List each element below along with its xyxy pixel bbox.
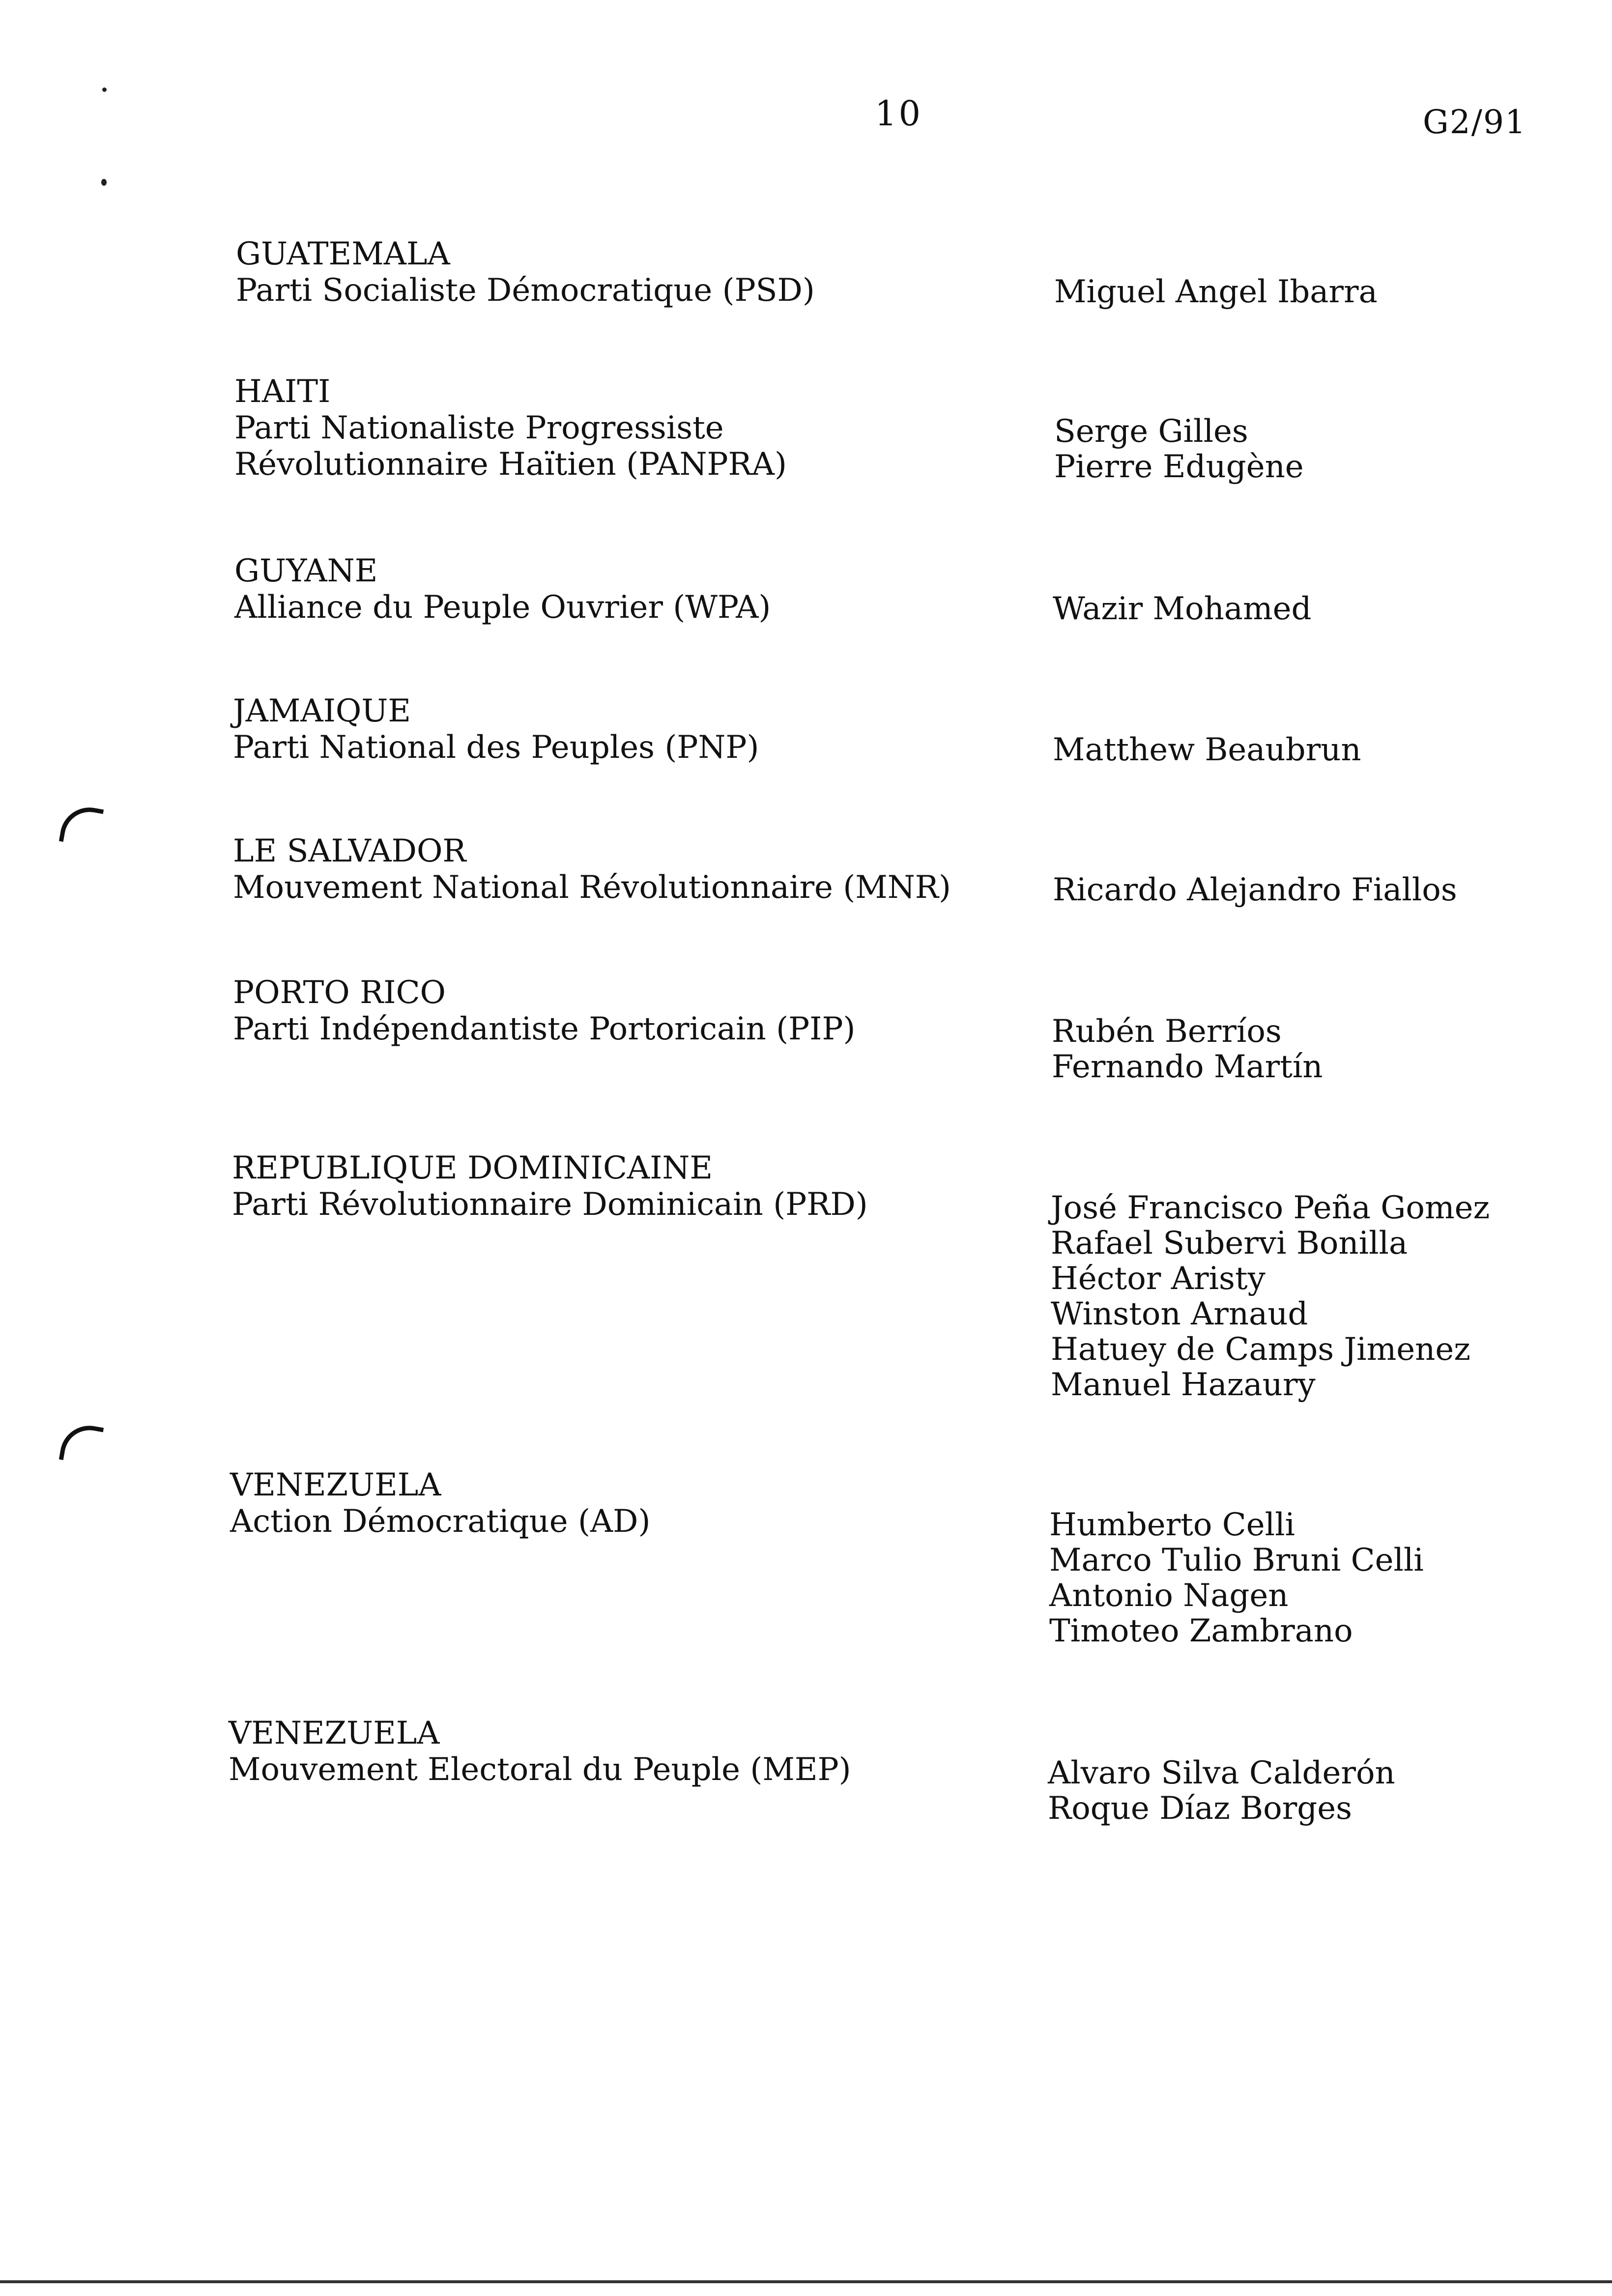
delegate-list bbox=[1053, 872, 1457, 908]
delegate-name: Timoteo Zambrano bbox=[1049, 1613, 1353, 1649]
party-name: Mouvement Electoral du Peuple (MEP) bbox=[229, 1751, 851, 1788]
scan-speck bbox=[101, 179, 107, 186]
country-name: VENEZUELA bbox=[230, 1467, 441, 1503]
delegate-list bbox=[1048, 1755, 1395, 1826]
country-name: PORTO RICO bbox=[233, 975, 446, 1011]
party-name: Alliance du Peuple Ouvrier (WPA) bbox=[234, 589, 771, 626]
country-name: LE SALVADOR bbox=[233, 833, 466, 869]
delegate-name: Rubén Berríos bbox=[1052, 1013, 1282, 1050]
party-name: Mouvement National Révolutionnaire (MNR) bbox=[233, 869, 951, 906]
party-name: Parti Révolutionnaire Dominicain (PRD) bbox=[232, 1186, 868, 1223]
country-name: GUATEMALA bbox=[236, 236, 450, 272]
party-name: Parti National des Peuples (PNP) bbox=[233, 729, 759, 766]
delegate-list bbox=[1054, 414, 1304, 485]
delegate-list bbox=[1051, 1190, 1490, 1403]
country-name: VENEZUELA bbox=[229, 1715, 440, 1751]
party-name-continued: Révolutionnaire Haïtien (PANPRA) bbox=[234, 446, 787, 483]
scan-edge-line bbox=[0, 2280, 1612, 2283]
delegate-name: Rafael Subervi Bonilla bbox=[1051, 1225, 1408, 1262]
delegate-name: Pierre Edugène bbox=[1054, 449, 1304, 485]
delegate-name: Miguel Angel Ibarra bbox=[1054, 274, 1378, 310]
delegate-name: Marco Tulio Bruni Celli bbox=[1049, 1542, 1424, 1578]
delegate-list bbox=[1053, 732, 1361, 768]
country-name: JAMAIQUE bbox=[233, 693, 411, 729]
document-reference: G2/91 bbox=[1423, 103, 1526, 141]
delegate-name: Humberto Celli bbox=[1049, 1507, 1295, 1543]
delegate-name: Antonio Nagen bbox=[1049, 1578, 1289, 1614]
delegate-name: José Francisco Peña Gomez bbox=[1051, 1190, 1490, 1226]
delegate-name: Manuel Hazaury bbox=[1051, 1367, 1316, 1403]
delegate-name: Serge Gilles bbox=[1054, 413, 1248, 450]
delegate-name: Héctor Aristy bbox=[1051, 1261, 1266, 1297]
page-number: 10 bbox=[875, 93, 923, 134]
delegate-list bbox=[1053, 591, 1311, 627]
delegate-list bbox=[1052, 1014, 1323, 1085]
delegate-name: Winston Arnaud bbox=[1051, 1296, 1308, 1332]
delegate-name: Ricardo Alejandro Fiallos bbox=[1053, 872, 1457, 908]
party-name: Parti Nationaliste Progressiste bbox=[234, 410, 724, 446]
punch-hole-mark bbox=[59, 803, 104, 848]
delegate-name: Hatuey de Camps Jimenez bbox=[1051, 1331, 1470, 1368]
party-name: Action Démocratique (AD) bbox=[230, 1503, 651, 1540]
punch-hole-mark bbox=[59, 1421, 104, 1466]
scan-speck bbox=[102, 87, 107, 92]
delegate-name: Alvaro Silva Calderón bbox=[1048, 1755, 1395, 1791]
delegate-name: Matthew Beaubrun bbox=[1053, 732, 1361, 768]
country-name: HAITI bbox=[234, 373, 331, 410]
party-name: Parti Socialiste Démocratique (PSD) bbox=[236, 272, 815, 309]
party-name: Parti Indépendantiste Portoricain (PIP) bbox=[233, 1011, 856, 1047]
delegate-name: Wazir Mohamed bbox=[1053, 591, 1312, 627]
delegate-name: Fernando Martín bbox=[1052, 1049, 1323, 1085]
country-name: REPUBLIQUE DOMINICAINE bbox=[232, 1150, 713, 1186]
delegate-list bbox=[1054, 274, 1378, 310]
country-name: GUYANE bbox=[234, 553, 378, 589]
delegate-name: Roque Díaz Borges bbox=[1048, 1790, 1352, 1827]
delegate-list bbox=[1049, 1507, 1424, 1649]
